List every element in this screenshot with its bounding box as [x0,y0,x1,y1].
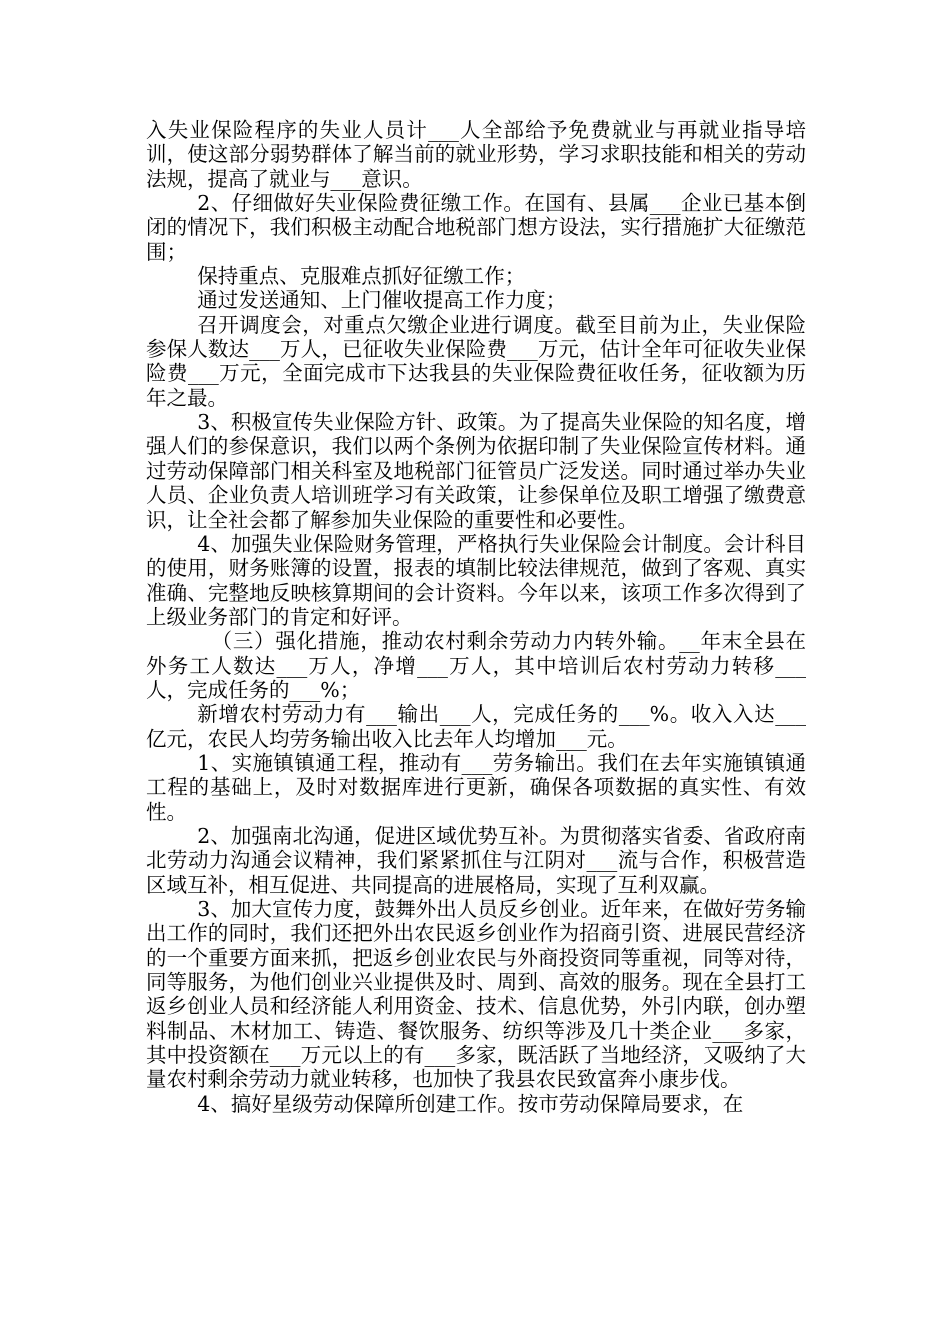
paragraph-2: 2、仔细做好失业保险费征缴工作。在国有、县属___企业已基本倒闭的情况下，我们积极主动配合地税部门想方设法，实行措施扩大征缴范围； [146,191,806,264]
paragraph-6: 3、积极宣传失业保险方针、政策。为了提高失业保险的知名度，增强人们的参保意识，我们以两个条例为依据印制了失业保险宣传材料。通过劳动保障部门相关科室及地税部门征管员广泛发送。同时通过举办失业人员、企业负责人培训班学习有关政策，让参保单位及职工增强了缴费意识，让全社会都了解参加失业保险的重要性和必要性。 [146,410,806,532]
paragraph-9: 新增农村劳动力有___输出___人，完成任务的___%。收入入达___亿元，农民人均劳务输出收入比去年人均增加___元。 [146,702,806,751]
paragraph-10: 1、实施镇镇通工程，推动有___劳务输出。我们在去年实施镇镇通工程的基础上，及时对数据库进行更新，确保各项数据的真实性、有效性。 [146,750,806,824]
paragraph-8: （三）强化措施，推动农村剩余劳动力内转外输。__年末全县在外务工人数达___万人，净增___万人，其中培训后农村劳动力转移___人，完成任务的___%； [146,629,806,702]
paragraph-7: 4、加强失业保险财务管理，严格执行失业保险会计制度。会计科目的使用，财务账簿的设置，报表的填制比较法律规范，做到了客观、真实准确、完整地反映核算期间的会计资料。今年以来，该项工作多次得到了上级业务部门的肯定和好评。 [146,531,806,629]
paragraph-12: 3、加大宣传力度，鼓舞外出人员反乡创业。近年来，在做好劳务输出工作的同时，我们还把外出农民返乡创业作为招商引资、进展民营经济的一个重要方面来抓，把返乡创业农民与外商投资同等重视，同等对待，同等服务，为他们创业兴业提供及时、周到、高效的服务。现在全县打工返乡创业人员和经济能人利用资金、技术、信息优势，外引内联，创办塑料制品、木材加工、铸造、餐饮服务、纺织等涉及几十类企业___多家，其中投资额在___万元以上的有___多家，既活跃了当地经济，又吸纳了大量农村剩余劳动力就业转移，也加快了我县农民致富奔小康步伐。 [146,897,806,1092]
paragraph-11: 2、加强南北沟通，促进区域优势互补。为贯彻落实省委、省政府南北劳动力沟通会议精神，我们紧紧抓住与江阴对___流与合作，积极营造区域互补，相互促进、共同提高的进展格局，实现了互利双赢。 [146,823,806,897]
paragraph-13: 4、搞好星级劳动保障所创建工作。按市劳动保障局要求，在 [197,1091,744,1116]
document-body [146,118,806,1116]
paragraph-4: 通过发送通知、上门催收提高工作力度； [197,288,567,313]
paragraph-5: 召开调度会，对重点欠缴企业进行调度。截至目前为止，失业保险参保人数达___万人，已征收失业保险费___万元，估计全年可征收失业保险费___万元，全面完成市下达我县的失业保险费征收任务，征收额为历年之最。 [146,312,806,410]
paragraph-1: 入失业保险程序的失业人员计___人全部给予免费就业与再就业指导培训，使这部分弱势群体了解当前的就业形势，学习求职技能和相关的劳动法规，提高了就业与___意识。 [146,118,806,191]
paragraph-3: 保持重点、克服难点抓好征缴工作； [197,264,526,289]
